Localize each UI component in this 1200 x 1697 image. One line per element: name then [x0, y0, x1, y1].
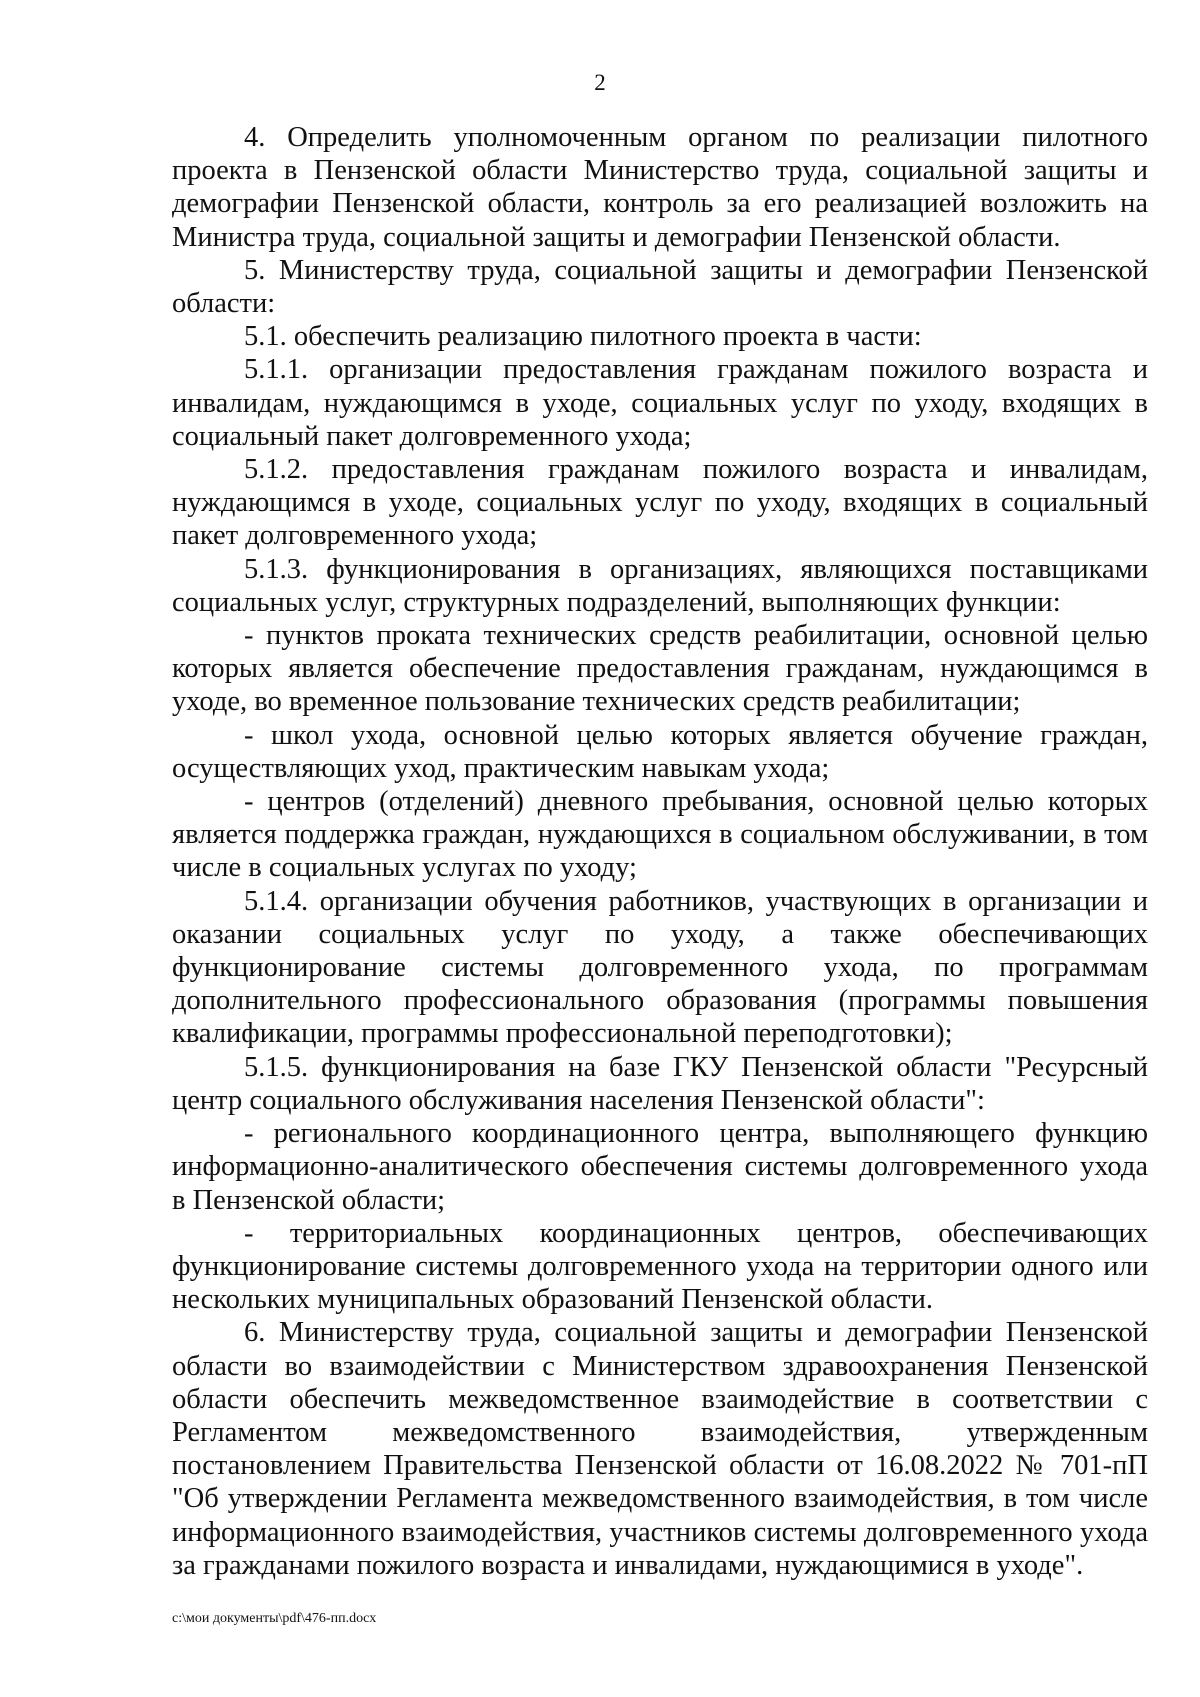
paragraph-item-5-1-1: 5.1.1. организации предоставления гражданам пожилого возраста и инвалидам, нуждающимся в уходе, социальных услуг по уходу, входящих в социальный пакет долговременного ухода;	[172, 354, 1148, 452]
paragraph-item-5-1-5: 5.1.5. функционирования на базе ГКУ Пензенской области "Ресурсный центр социального обслуживания населения Пензенской области":	[172, 1051, 1148, 1116]
paragraph-subitem-territorial-centers: - территориальных координационных центров, обеспечивающих функционирование системы долговременного ухода на территории одного или нескольких муниципальных образований Пензенской области.	[172, 1217, 1148, 1316]
page-number: 2	[594, 70, 606, 95]
paragraph-item-4: 4. Определить уполномоченным органом по реализации пилотного проекта в Пензенской области Министерство труда, социальной защиты и демографии Пензенской области, контроль за его реализацией возложить на Министра труда, социальной защиты и демографии Пензенской области.	[172, 122, 1148, 253]
footer-file-path: c:\мои документы\pdf\476-пп.docx	[172, 1611, 377, 1626]
document-body	[172, 121, 1148, 1582]
paragraph-subitem-regional-center: - регионального координационного центра, выполняющего функцию информационно-аналитического обеспечения системы долговременного ухода в Пензенской области;	[172, 1118, 1148, 1216]
paragraph-item-5-1-4: 5.1.4. организации обучения работников, участвующих в организации и оказании социальных услуг по уходу, а также обеспечивающих функционирование системы долговременного ухода, по программам дополнительного профессионального образования (программы повышения квалификации, программы профессиональной переподготовки);	[172, 885, 1148, 1050]
paragraph-item-6: 6. Министерству труда, социальной защиты и демографии Пензенской области во взаимодействии с Министерством здравоохранения Пензенской области обеспечить межведомственное взаимодействие в соответствии с Регламентом межведомственного взаимодействия, утвержденным постановлением Правительства Пензенской области от 16.08.2022 № 701-пП "Об утверждении Регламента межведомственного взаимодействия, в том числе информационного взаимодействия, участников системы долговременного ухода за гражданами пожилого возраста и инвалидами, нуждающимися в уходе".	[172, 1317, 1148, 1581]
paragraph-subitem-care-schools: - школ ухода, основной целью которых является обучение граждан, осуществляющих уход, практическим навыкам ухода;	[172, 719, 1148, 784]
paragraph-item-5: 5. Министерству труда, социальной защиты и демографии Пензенской области:	[172, 254, 1148, 320]
paragraph-item-5-1-2: 5.1.2. предоставления гражданам пожилого возраста и инвалидам, нуждающимся в уходе, социальных услуг по уходу, входящих в социальный пакет долговременного ухода;	[172, 454, 1148, 552]
paragraph-item-5-1: 5.1. обеспечить реализацию пилотного проекта в части:	[244, 321, 922, 353]
paragraph-subitem-rental-points: - пунктов проката технических средств реабилитации, основной целью которых является обеспечение предоставления гражданам, нуждающимся в уходе, во временное пользование технических средств реабилитации;	[172, 620, 1148, 718]
paragraph-subitem-day-centers: - центров (отделений) дневного пребывания, основной целью которых является поддержка граждан, нуждающихся в социальном обслуживании, в том числе в социальных услугах по уходу;	[172, 786, 1148, 884]
paragraph-item-5-1-3: 5.1.3. функционирования в организациях, являющихся поставщиками социальных услуг, структурных подразделений, выполняющих функции:	[172, 553, 1148, 618]
